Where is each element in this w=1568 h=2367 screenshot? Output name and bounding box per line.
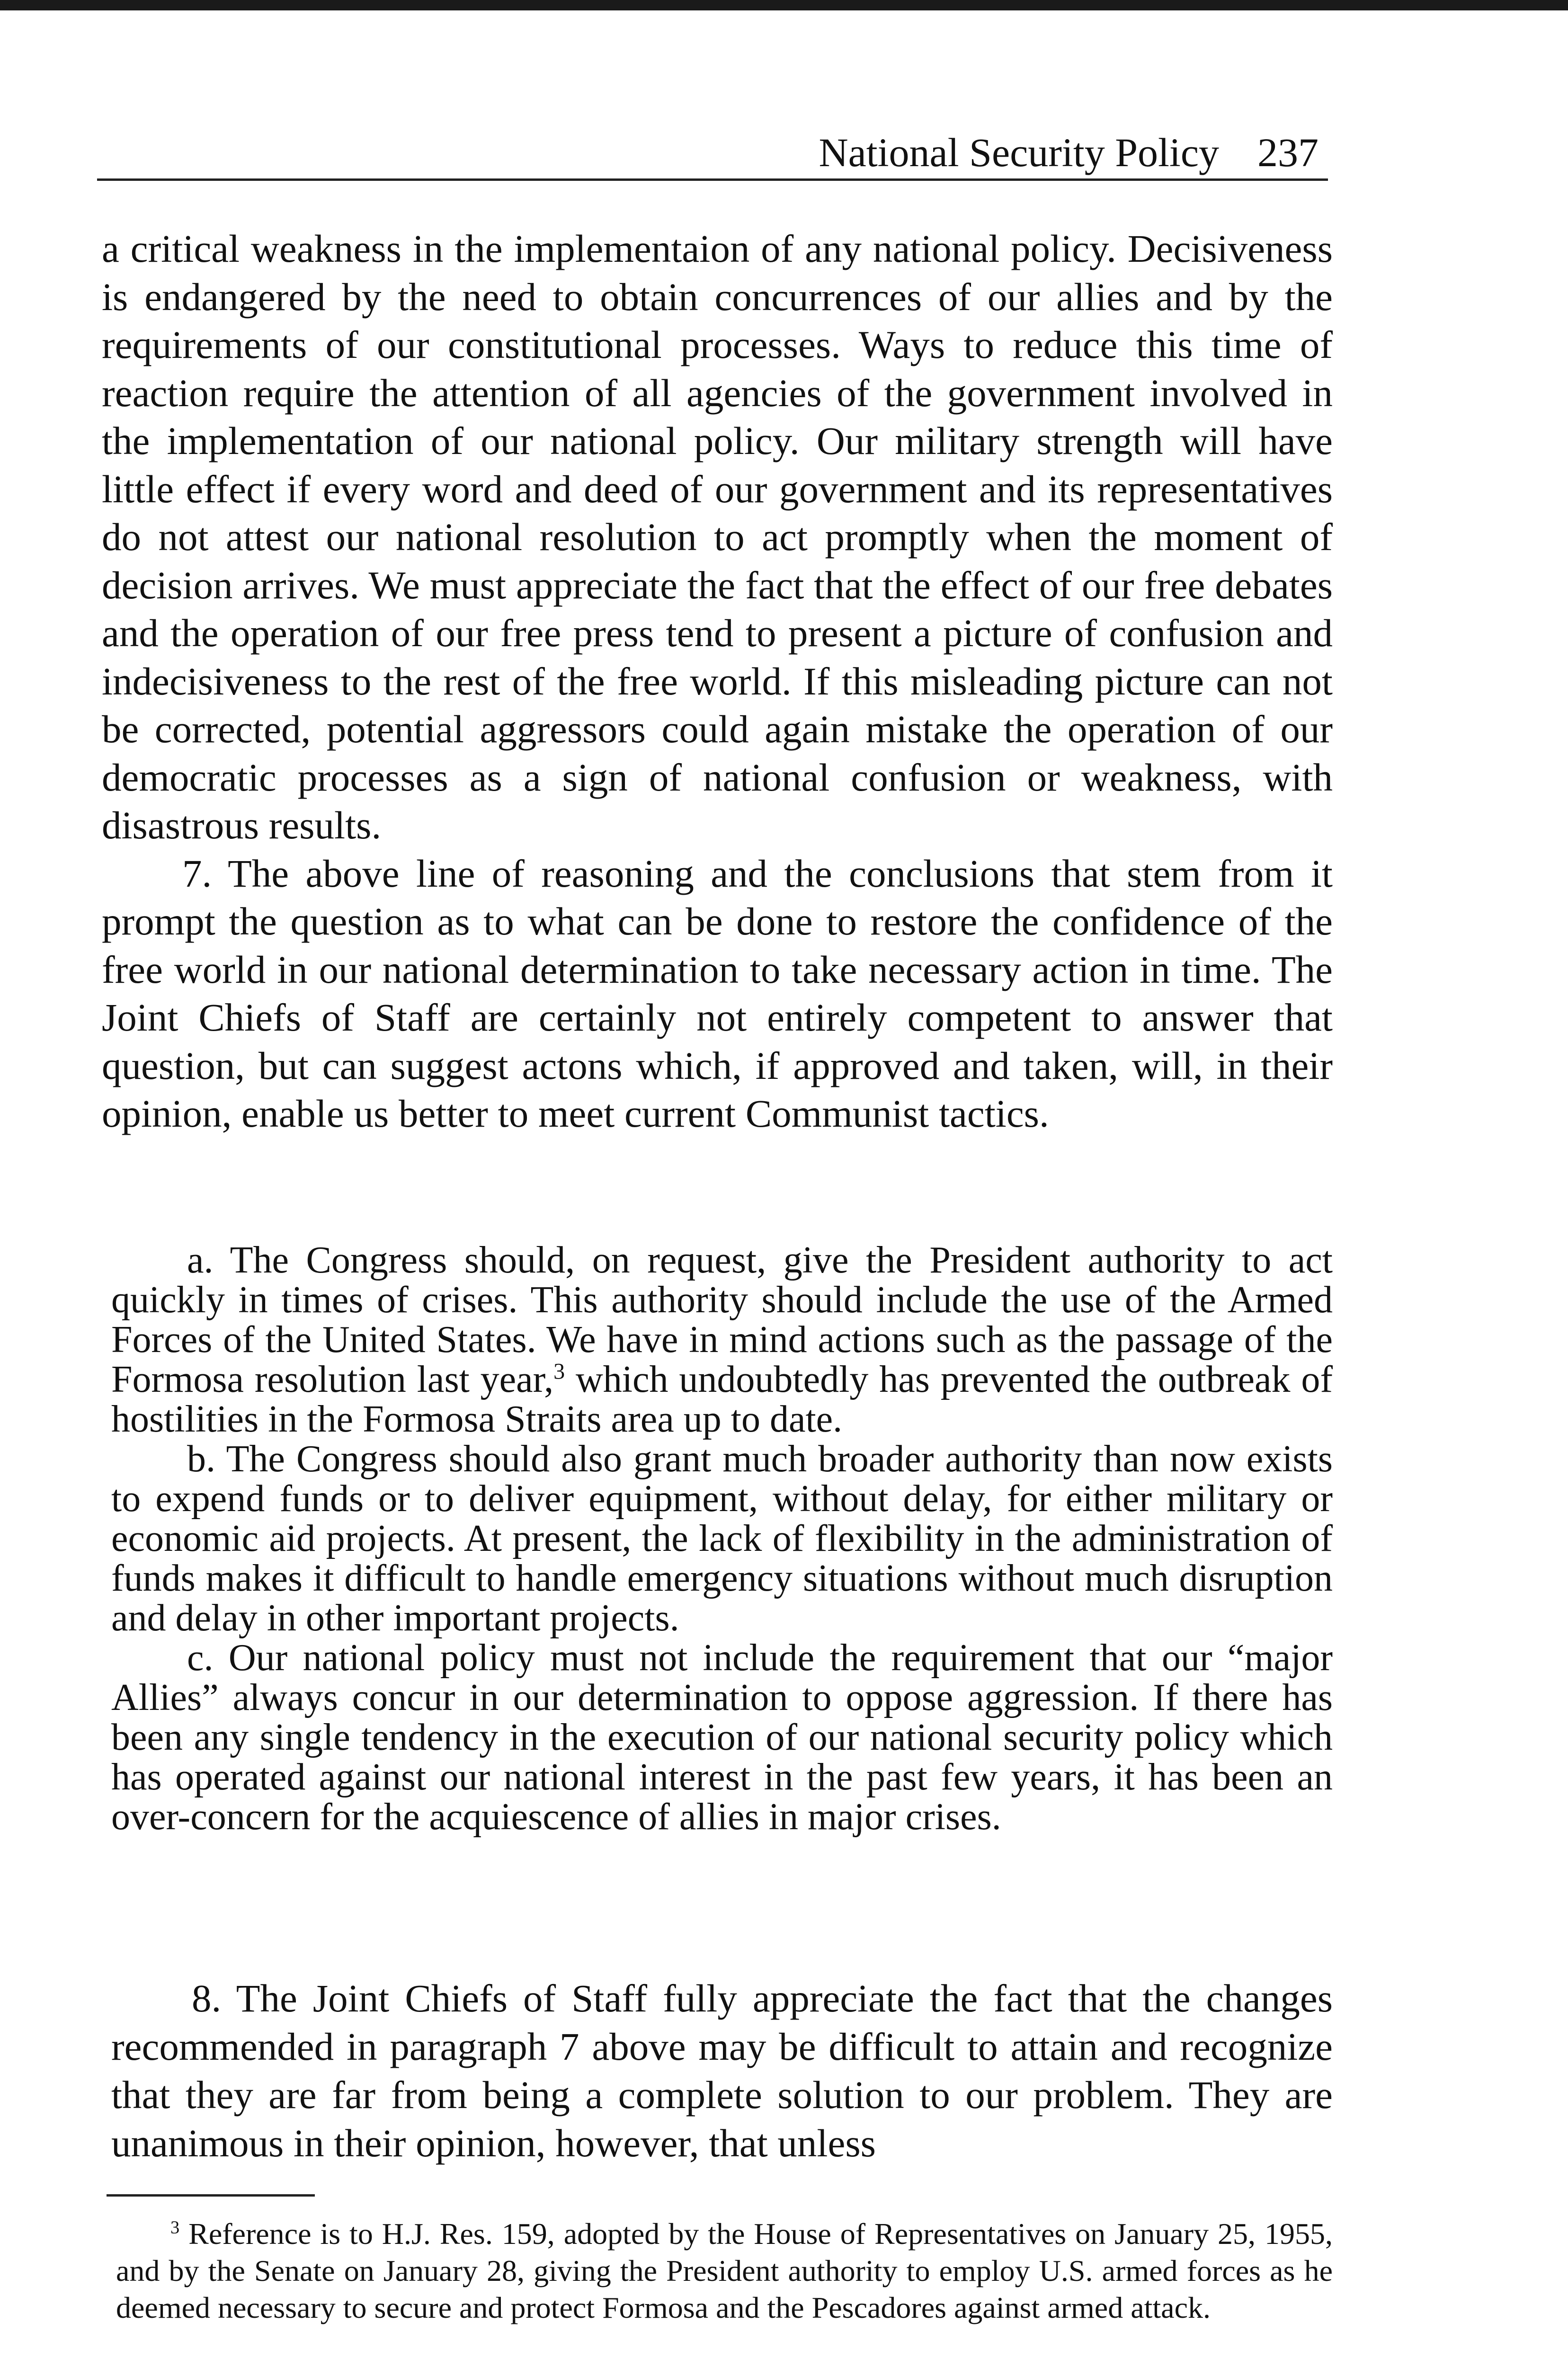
subparagraph-a: [111, 1240, 1333, 1439]
footnote-marker: 3: [170, 2217, 180, 2238]
subparagraph-a-text: a. The Congress should, on request, give the President authority to act quickly in times of crises. This authority should include the use of the Armed Forces of the United States. We have in mind actions such as the passage of the Formosa resolution last year,: [111, 1239, 1333, 1400]
subparagraph-block: [111, 1240, 1333, 1837]
subparagraph-c: c. Our national policy must not include the requirement that our “major Allies” always concur in our determination to oppose aggression. If there has been any single tendency in the execution of our national security policy which has operated against our national interest in the past few years, it has been an over-concern for the acquiescence of allies in major crises.: [111, 1637, 1333, 1838]
footnote-divider: [107, 2194, 315, 2197]
footnote-body: Reference is to H.J. Res. 159, adopted by the House of Representatives on January 25, 1955, and by the Senate on January 28, giving the President authority to employ U.S. armed forces as he deemed necessary to secure and protect Formosa and the Pescadores against armed attack.: [116, 2217, 1333, 2324]
paragraph-continued: a critical weakness in the implementaion of any national policy. Decisiveness is endangered by the need to obtain concurrences of our allies and by the requirements of our constitutional processes. Ways to reduce this time of reaction require the attention of all agencies of the government involved in the implementation of our national policy. Our military strength will have little effect if every word and deed of our government and its representatives do not attest our national resolution to act promptly when the moment of decision arrives. We must appreciate the fact that the effect of our free debates and the operation of our free press tend to present a picture of confusion and indecisiveness to the rest of the free world. If this misleading picture can not be corrected, potential aggressors could again mistake the operation of our democratic processes as a sign of national confusion or weakness, with disastrous results.: [102, 227, 1333, 847]
paragraph-8: 8. The Joint Chiefs of Staff fully appreciate the fact that the changes recommended in paragraph 7 above may be difficult to attain and recognize that they are far from being a complete solution to our problem. They are unanimous in their opinion, however, that unless: [111, 1976, 1333, 2165]
paragraph-7: 7. The above line of reasoning and the conclusions that stem from it prompt the question as to what can be done to restore the confidence of the free world in our national determination to take necessary action in time. The Joint Chiefs of Staff are certainly not entirely competent to answer that question, but can suggest actons which, if approved and taken, will, in their opinion, enable us better to meet current Communist tactics.: [102, 851, 1333, 1135]
subparagraph-b: b. The Congress should also grant much broader authority than now exists to expend funds or to deliver equipment, without delay, for either military or economic aid projects. At present, the lack of flexibility in the administration of funds makes it difficult to handle emergency situations without much disruption and delay in other important projects.: [111, 1438, 1333, 1639]
running-head: [97, 125, 1328, 181]
scan-edge-band: [0, 0, 1568, 10]
running-title: National Security Policy: [819, 130, 1219, 175]
page-number: 237: [1257, 130, 1319, 175]
subparagraph-a-text-cont: which undoubtedly has prevented the outbreak of hostilities in the Formosa Straits area up to date.: [111, 1359, 1333, 1440]
main-text: [102, 225, 1333, 1138]
footnote: [116, 2216, 1333, 2326]
footnote-reference: 3: [553, 1359, 565, 1384]
main-text-continued: [111, 1974, 1333, 2167]
footnote-text: [116, 2216, 1333, 2326]
